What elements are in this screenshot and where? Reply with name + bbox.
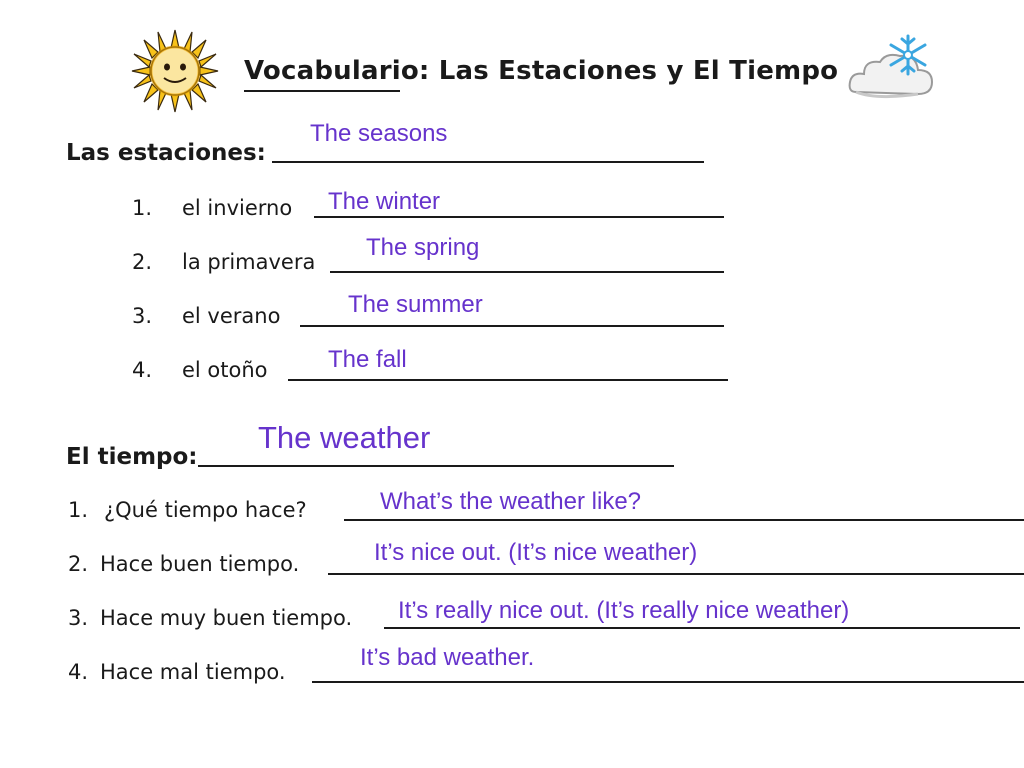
- weather-answer-4: It’s bad weather.: [360, 644, 535, 671]
- season-number-1: 1.: [132, 196, 153, 220]
- seasons-heading-answer: The seasons: [310, 120, 448, 147]
- weather-line-4: [312, 681, 1024, 683]
- weather-term-4: Hace mal tiempo.: [100, 660, 286, 684]
- season-term-2: la primavera: [182, 250, 316, 274]
- season-term-1: el invierno: [182, 196, 293, 220]
- season-answer-3: The summer: [348, 291, 483, 318]
- weather-term-2: Hace buen tiempo.: [100, 552, 300, 576]
- weather-heading: El tiempo:: [66, 444, 198, 470]
- season-line-4: [288, 379, 728, 381]
- season-line-1: [314, 216, 724, 218]
- season-number-2: 2.: [132, 250, 153, 274]
- weather-heading-answer: The weather: [258, 420, 431, 455]
- page-title: Vocabulario: Las Estaciones y El Tiempo: [244, 56, 839, 86]
- weather-term-3: Hace muy buen tiempo.: [100, 606, 353, 630]
- sun-icon: [130, 28, 220, 114]
- season-line-2: [330, 271, 724, 273]
- season-term-4: el otoño: [182, 358, 268, 382]
- weather-line-3: [384, 627, 1020, 629]
- weather-answer-2: It’s nice out. (It’s nice weather): [374, 539, 698, 566]
- seasons-heading-line: [272, 161, 704, 163]
- season-answer-2: The spring: [366, 234, 480, 261]
- weather-number-3: 3.: [68, 606, 89, 630]
- season-answer-4: The fall: [328, 346, 407, 373]
- weather-number-1: 1.: [68, 498, 89, 522]
- weather-line-1: [344, 519, 1024, 521]
- snow-cloud-icon: [846, 30, 936, 110]
- season-term-3: el verano: [182, 304, 281, 328]
- title-underline: [244, 90, 400, 92]
- season-number-4: 4.: [132, 358, 153, 382]
- weather-line-2: [328, 573, 1024, 575]
- weather-answer-3: It’s really nice out. (It’s really nice weather): [398, 597, 850, 624]
- seasons-heading: Las estaciones:: [66, 140, 266, 166]
- weather-number-4: 4.: [68, 660, 89, 684]
- weather-heading-line: [198, 465, 674, 467]
- weather-number-2: 2.: [68, 552, 89, 576]
- weather-term-1: ¿Qué tiempo hace?: [104, 498, 307, 522]
- season-answer-1: The winter: [328, 188, 441, 215]
- season-line-3: [300, 325, 724, 327]
- weather-answer-1: What’s the weather like?: [380, 488, 642, 515]
- season-number-3: 3.: [132, 304, 153, 328]
